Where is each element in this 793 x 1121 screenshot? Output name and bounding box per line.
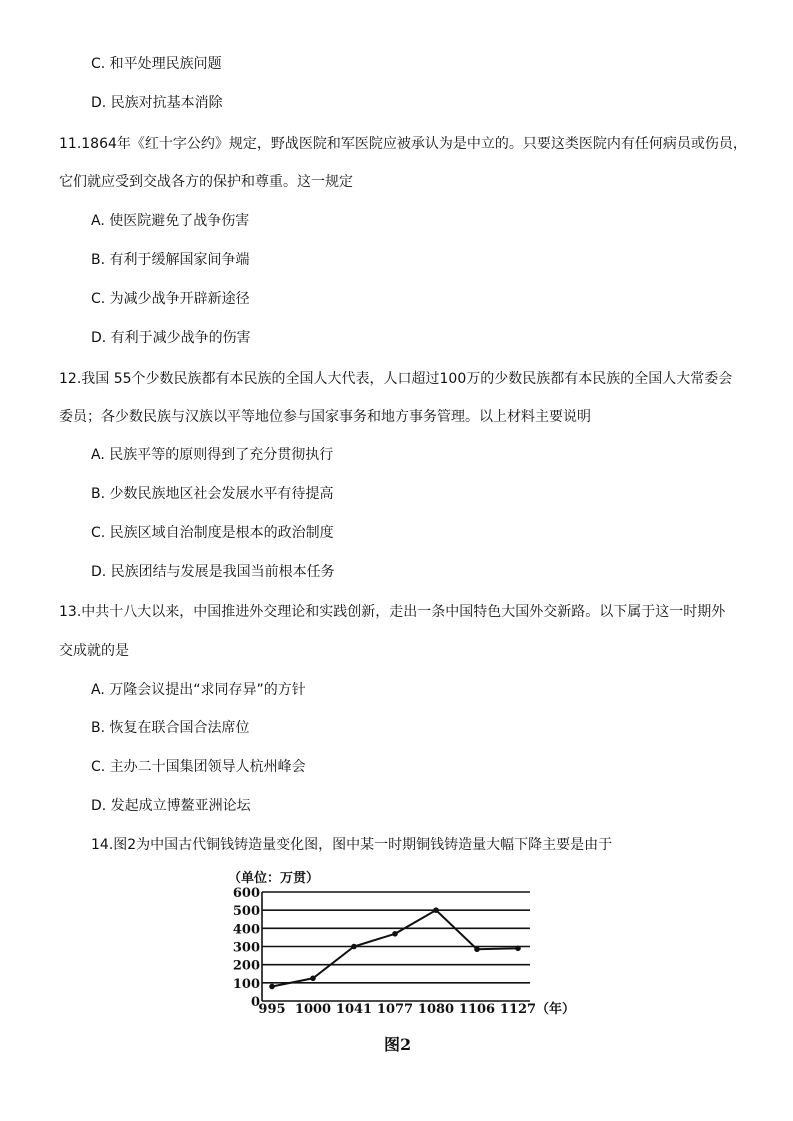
chart-ytick-labels	[233, 886, 260, 1010]
xtick-label-1000: 1000	[294, 1002, 332, 1017]
q13-option-b: B. 恢复在联合国合法席位	[91, 720, 250, 736]
data-point-1127	[515, 946, 521, 952]
q12-option-d: D. 民族团结与发展是我国当前根本任务	[91, 564, 335, 580]
data-point-995	[269, 984, 275, 990]
chart-ylabel: （单位：万贯）	[228, 871, 320, 886]
xtick-label-1041: 1041	[335, 1002, 373, 1017]
data-point-1000	[310, 975, 316, 981]
ytick-label-600: 600	[232, 886, 260, 901]
ytick-label-200: 200	[232, 958, 260, 974]
q11-option-c: C. 为减少战争开辟新途径	[91, 291, 250, 307]
xtick-label-995: 995	[258, 1002, 286, 1017]
q11-stem-line1: 11.1864年《红十字公约》规定，野战医院和军医院应被承认为是中立的。只要这类医院内有任何病员或伤员，	[59, 136, 747, 152]
q13-stem-line2: 交成就的是	[59, 643, 129, 659]
ytick-label-300: 300	[232, 940, 260, 956]
chart-xlabel: （年）	[536, 1002, 576, 1017]
q11-option-b: B. 有利于缓解国家间争端	[91, 252, 250, 268]
data-point-1077	[392, 931, 398, 937]
q11-option-d: D. 有利于减少战争的伤害	[91, 330, 251, 346]
data-point-1041	[351, 944, 357, 950]
ytick-label-0: 0	[250, 995, 260, 1010]
q12-stem-line1: 12.我国 55个少数民族都有本民族的全国人大代表，人口超过100万的少数民族都有本民族的全国人大常委会	[59, 371, 733, 387]
data-point-1080	[433, 907, 439, 913]
chart-xtick-labels	[258, 1002, 536, 1017]
q12-option-b: B. 少数民族地区社会发展水平有待提高	[91, 486, 334, 502]
q14-stem-line1: 14.图2为中国古代铜钱铸造量变化图，图中某一时期铜钱铸造量大幅下降主要是由于	[91, 837, 613, 853]
q11-stem-line2: 它们就应受到交战各方的保护和尊重。这一规定	[59, 174, 353, 190]
q11-option-a: A. 使医院避免了战争伤害	[91, 213, 250, 229]
chart-gridlines	[262, 892, 530, 1001]
xtick-label-1127: 1127	[499, 1002, 537, 1017]
copper-coin-line-chart	[228, 866, 588, 1026]
series-line	[272, 910, 518, 986]
q13-stem-line1: 13.中共十八大以来，中国推进外交理论和实践创新，走出一条中国特色大国外交新路。以下属于这一时期外	[59, 604, 726, 620]
q13-option-c: C. 主办二十国集团领导人杭州峰会	[91, 759, 306, 775]
ytick-label-500: 500	[232, 904, 260, 920]
xtick-label-1080: 1080	[417, 1002, 455, 1017]
q13-option-d: D. 发起成立博鳌亚洲论坛	[91, 798, 251, 814]
q10-option-d: D. 民族对抗基本消除	[91, 95, 223, 111]
ytick-label-400: 400	[232, 922, 260, 938]
q12-option-a: A. 民族平等的原则得到了充分贯彻执行	[91, 447, 334, 463]
q12-stem-line2: 委员；各少数民族与汉族以平等地位参与国家事务和地方事务管理。以上材料主要说明	[59, 409, 591, 425]
q13-option-a: A. 万隆会议提出“求同存异”的方针	[91, 682, 306, 698]
xtick-label-1106: 1106	[458, 1002, 496, 1017]
figure-caption: 图2	[384, 1035, 412, 1054]
q12-option-c: C. 民族区域自治制度是根本的政治制度	[91, 525, 334, 541]
xtick-label-1077: 1077	[376, 1002, 414, 1017]
q10-option-c: C. 和平处理民族问题	[91, 56, 222, 72]
ytick-label-100: 100	[232, 976, 260, 992]
data-point-1106	[474, 946, 480, 952]
